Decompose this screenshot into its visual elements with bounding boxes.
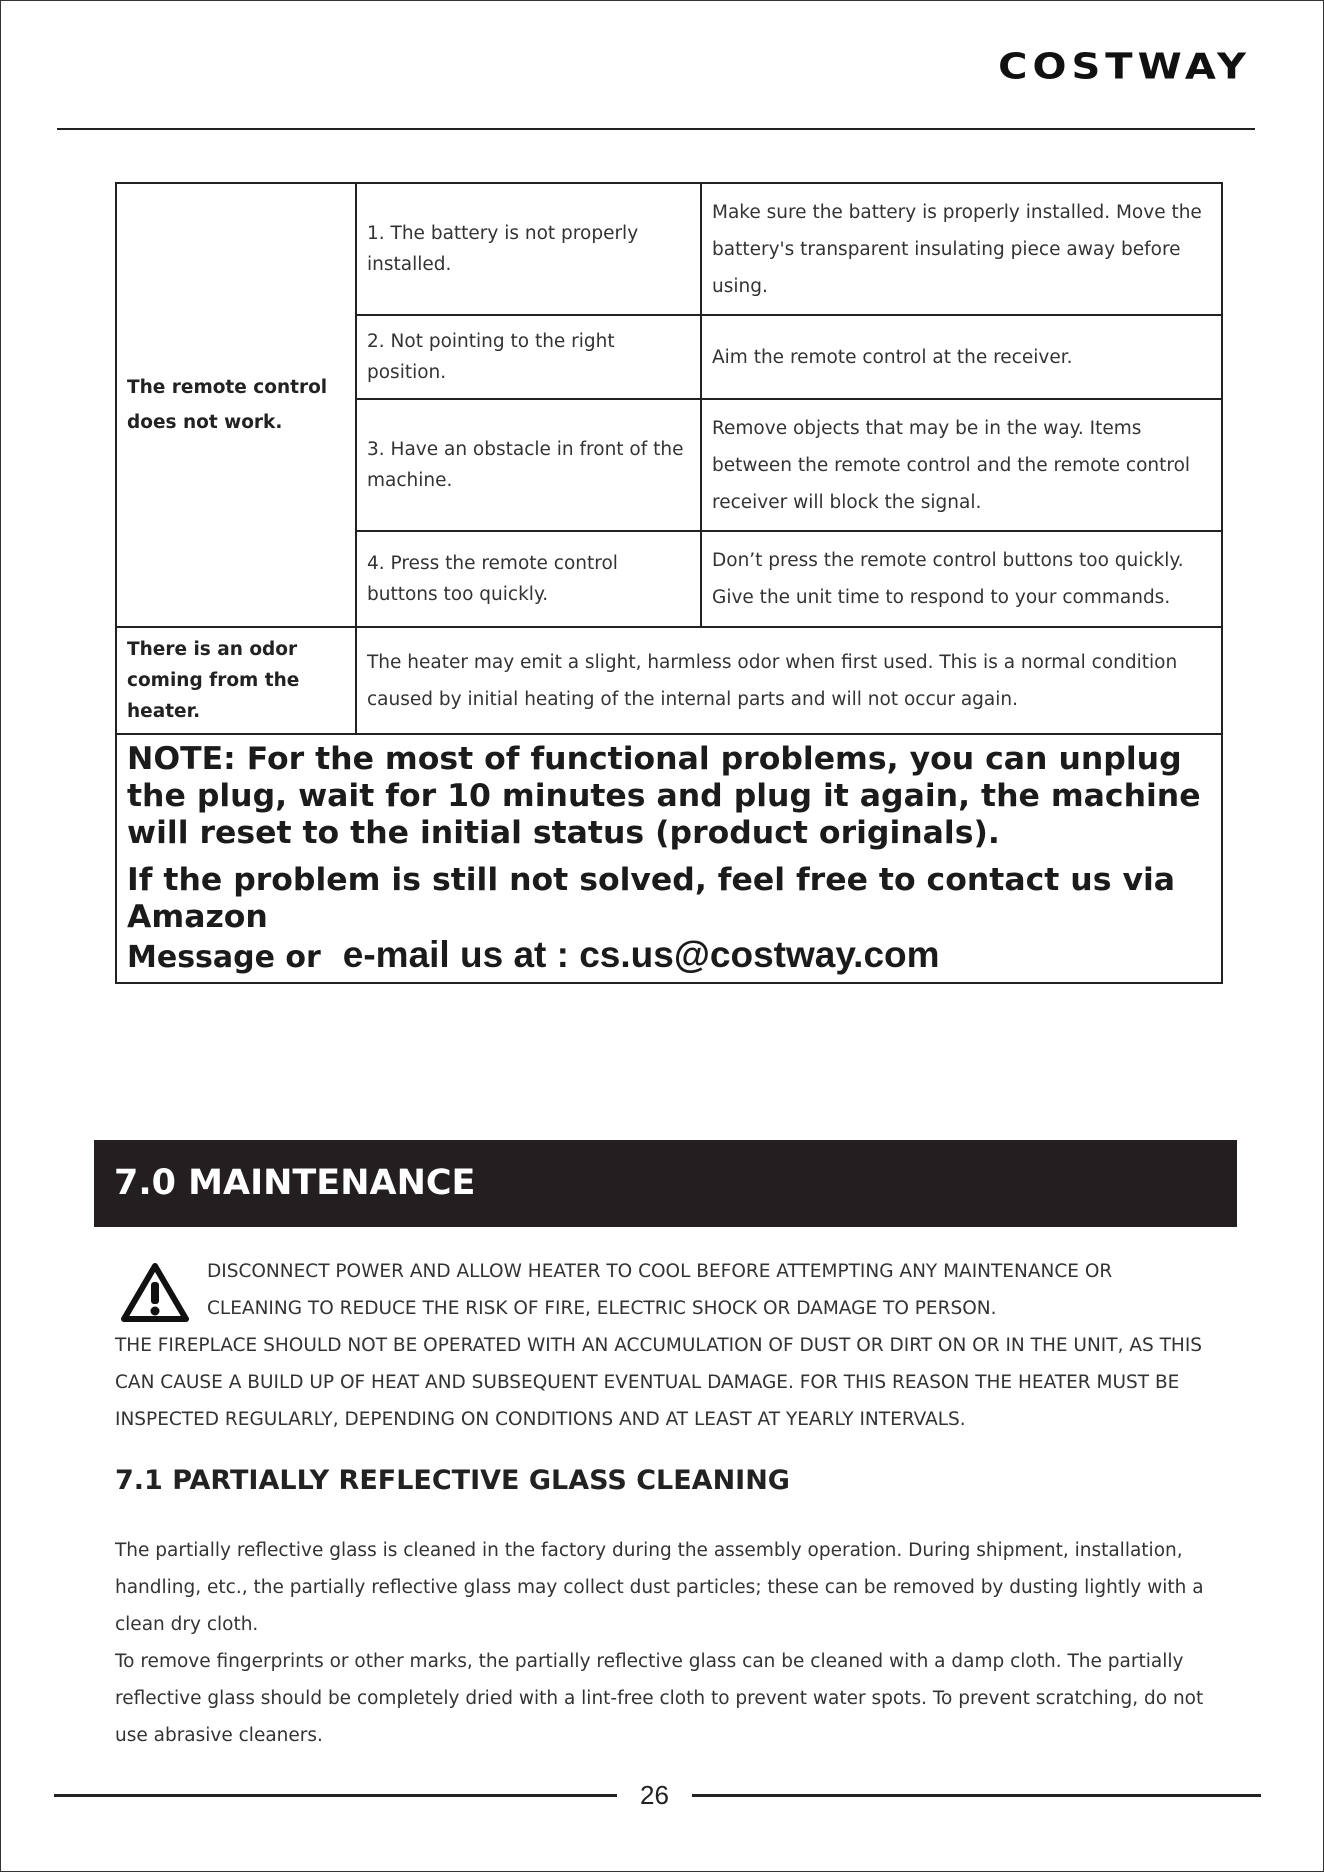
note-reset-text: NOTE: For the most of functional problems, you can unplug the plug, wait for 10 minutes and plug it again, the machine will reset to the initial status (product originals). [127,741,1201,851]
warning-triangle-icon [120,1262,190,1324]
footer-divider-left [54,1794,617,1797]
glass-paragraph-2: To remove fingerprints or other marks, the partially reflective glass can be cleaned with a damp cloth. The partially reflective glass should be completely dried with a lint-free cloth to prevent water spots. To prevent scratching, do not use abrasive cleaners. [115,1651,1204,1746]
cause-cell: 3. Have an obstacle in front of the machine. [356,399,701,531]
support-email: e-mail us at : cs.us@costway.com [342,934,940,975]
cause-cell: 2. Not pointing to the right position. [356,315,701,399]
note-contact-text [127,862,1211,976]
warning-continued: THE FIREPLACE SHOULD NOT BE OPERATED WITH AN ACCUMULATION OF DUST OR DIRT ON OR IN THE UNIT, AS THIS CAN CAUSE A BUILD UP OF HEAT AND SUBSEQUENT EVENTUAL DAMAGE. FOR THIS REASON THE HEATER MUST BE INSPECTED REGULARLY, DEPENDING ON CONDITIONS AND AT LEAST AT YEARLY INTERVALS. [115,1335,1203,1430]
odor-solution-cell: The heater may emit a slight, harmless odor when first used. This is a normal condition caused by initial heating of the internal parts and will not occur again. [356,627,1222,734]
solution-cell: Remove objects that may be in the way. Items between the remote control and the remote control receiver will block the signal. [701,399,1222,531]
warning-line-2: CLEANING TO REDUCE THE RISK OF FIRE, ELECTRIC SHOCK OR DAMAGE TO PERSON. [207,1298,997,1319]
troubleshooting-table [115,182,1223,984]
odor-symptom-cell: There is an odor coming from the heater. [116,627,356,734]
table-row [116,183,1222,315]
note-amazon-text: If the problem is still not solved, feel free to contact us via Amazon [127,862,1176,935]
table-row [116,734,1222,983]
cause-cell: 4. Press the remote control buttons too quickly. [356,531,701,627]
header-divider [57,128,1255,130]
brand-logo: COSTWAY [998,46,1251,88]
remote-symptom-cell: The remote control does not work. [116,183,356,627]
footer-divider-right [692,1794,1261,1797]
section-title: 7.0 MAINTENANCE [114,1163,476,1203]
solution-cell: Make sure the battery is properly installed. Move the battery's transparent insulating piece away before using. [701,183,1222,315]
section-header-maintenance [94,1140,1237,1227]
solution-cell: Aim the remote control at the receiver. [701,315,1222,399]
cause-cell: 1. The battery is not properly installed. [356,183,701,315]
glass-paragraph-1: The partially reflective glass is cleaned in the factory during the assembly operation. During shipment, installation, handling, etc., the partially reflective glass may collect dust particles; these can be removed by dusting lightly with a clean dry cloth. [115,1540,1204,1635]
page-number: 26 [640,1780,669,1810]
table-row [116,627,1222,734]
solution-cell: Don’t press the remote control buttons too quickly. Give the unit time to respond to your commands. [701,531,1222,627]
note-cell [116,734,1222,983]
subsection-title: 7.1 PARTIALLY REFLECTIVE GLASS CLEANING [115,1465,790,1496]
note-message-or: Message or [127,940,321,975]
warning-text [207,1253,1227,1327]
warning-line-1: DISCONNECT POWER AND ALLOW HEATER TO COOL BEFORE ATTEMPTING ANY MAINTENANCE OR [207,1261,1113,1282]
